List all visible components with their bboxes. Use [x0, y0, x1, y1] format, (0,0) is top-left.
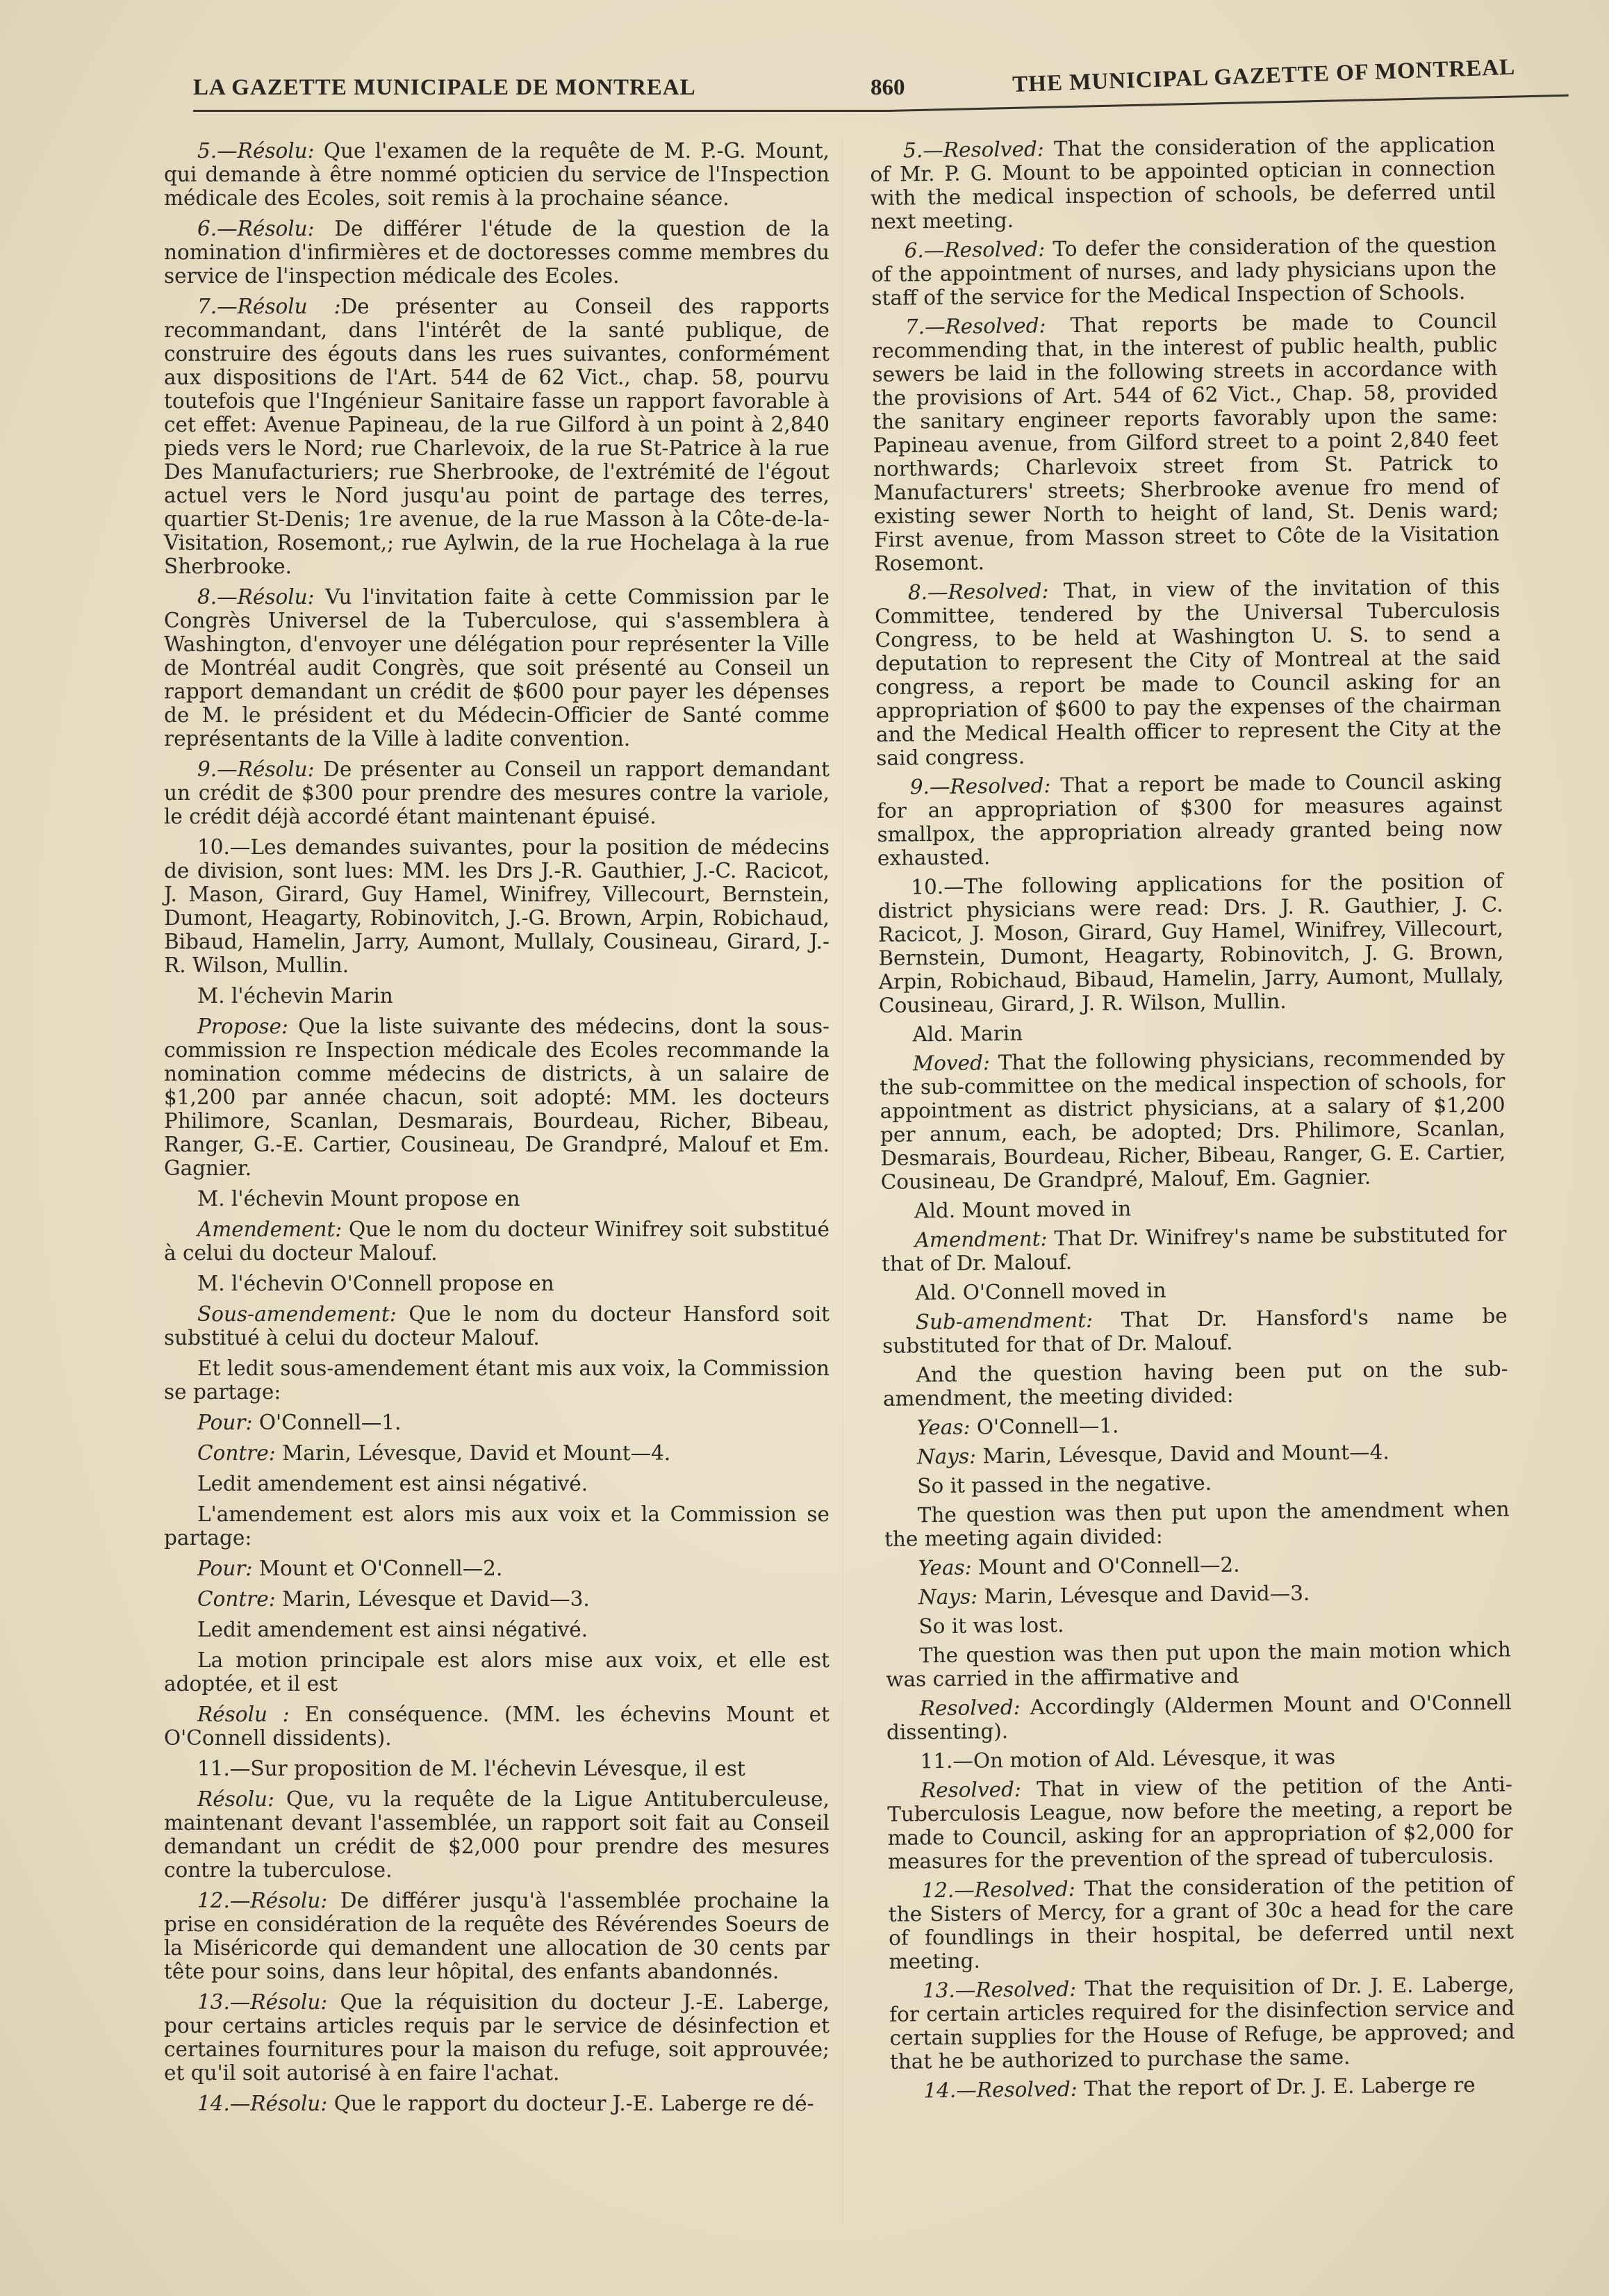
english-paragraph-text: That the consideration of the application of Mr. P. G. Mount to be appointed optician in connection with the medical inspection of schools, be deferred until next meeting.	[870, 132, 1496, 233]
french-paragraph	[164, 1411, 830, 1434]
english-paragraph	[882, 1274, 1507, 1304]
english-paragraph-text: The question was then put upon the amendment when the meeting again divided:	[884, 1497, 1510, 1551]
french-paragraph-text: Vu l'invitation faite à cette Commission par le Congrès Universel de la Tuberculose, qui s'assemblera à Washington, d'envoyer une délégation pour représenter la Ville de Montréal audit Congrès, que soit présenté au Conseil un rapport demandant un crédit de $600 pour payer les dépenses de M. le président et du Médecin-Officier de Santé comme représentants de la Ville à ladite convention.	[164, 585, 830, 751]
french-paragraph	[164, 1889, 830, 1983]
french-paragraph-label: 9.—Résolu:	[197, 757, 315, 781]
french-paragraph	[164, 1217, 830, 1265]
english-paragraph-text: O'Connell—1.	[970, 1413, 1119, 1439]
english-paragraph-text: Mount and O'Connell—2.	[971, 1552, 1240, 1580]
french-paragraph-label: Pour:	[197, 1557, 253, 1580]
french-paragraph-text: Que le nom du docteur Hansford soit substitué à celui du docteur Malouf.	[164, 1302, 830, 1350]
english-paragraph-text: That, in view of the invitation of this Committee, tendered by the Universal Tuberculosis Congress, to be held at Washington U. S. to send a deputation to represent the City of Montreal at the said congress, a report be made to Council asking for an appropriation of $600 to pay the expenses of the chairman and the Medical Health officer to represent the City at the said congress.	[875, 574, 1502, 770]
french-paragraph-label: Contre:	[197, 1441, 276, 1465]
french-paragraph	[164, 1472, 830, 1495]
french-paragraph-label: 6.—Résolu:	[197, 217, 315, 240]
french-paragraph	[164, 1015, 830, 1180]
english-paragraph-label: Amendment:	[914, 1227, 1048, 1252]
english-paragraph	[884, 1468, 1509, 1498]
french-paragraph	[164, 1587, 830, 1611]
english-paragraph	[877, 769, 1503, 870]
french-paragraph	[164, 984, 830, 1008]
english-paragraph-label: Nays:	[918, 1584, 978, 1609]
french-paragraph	[164, 585, 830, 751]
french-paragraph-text: O'Connell—1.	[252, 1411, 402, 1434]
french-paragraph-text: Que l'examen de la requête de M. P.-G. Mount, qui demande à être nommé opticien du service de l'Inspection médicale des Ecoles, soit remis à la prochaine séance.	[164, 139, 830, 210]
english-paragraph	[872, 309, 1500, 575]
english-paragraph-label: 6.—Resolved:	[904, 237, 1046, 263]
french-paragraph-label: Propose:	[197, 1015, 288, 1038]
english-paragraph	[877, 869, 1504, 1017]
header-english-title: THE MUNICIPAL GAZETTE OF MONTREAL	[1012, 54, 1516, 98]
english-paragraph-text: That reports be made to Council recommending that, in the interest of public health, public sewers be laid in the following streets in accordance with the provisions of Art. 544 of 62 Vict., Chap. 58, provided the sanitary engineer reports favorably upon the same: Papineau avenue, from Gilford street to a point 2,840 feet northwards; Charlevoix street from St. Patrick to Manufacturers' streets; Sherbrooke avenue fro mend of existing sewer North to height of land, St. Denis ward; First avenue, from Masson street to Côte de la Visitation Rosemont.	[872, 309, 1500, 575]
english-paragraph-label: 5.—Resolved:	[902, 137, 1044, 163]
english-paragraph	[885, 1579, 1510, 1609]
english-paragraph-label: Yeas:	[916, 1415, 971, 1440]
french-paragraph	[164, 139, 830, 210]
english-paragraph	[886, 1743, 1512, 1773]
french-paragraph-text: 10.—Les demandes suivantes, pour la position de médecins de division, sont lues: MM. les Drs J.-R. Gauthier, J.-C. Racicot, J. Mason, Girard, Guy Hamel, Winifrey, Villecourt, Bernstein, Dumont, Heagarty, Robinovitch, J.-G. Brown, Arpin, Robichaud, Bibaud, Hamelin, Jarry, Aumont, Mullaly, Cousineau, Girard, J.-R. Wilson, Mullin.	[164, 835, 830, 977]
english-paragraph-text: Marin, Lévesque and David—3.	[977, 1581, 1310, 1609]
english-paragraph	[884, 1438, 1509, 1468]
english-paragraph-label: 7.—Resolved:	[905, 313, 1046, 339]
french-paragraph	[164, 1502, 830, 1550]
english-paragraph-label: 12.—Resolved:	[921, 1877, 1075, 1903]
english-paragraph-text: That the following physicians, recommended by the sub-committee on the medical inspection of schools, for appointment as district physicians, at a salary of $1,200 per annum, each, be adopted; Drs. Philimore, Scanlan, Desmarais, Bourdeau, Richer, Bibeau, Ranger, G. E. Cartier, Cousineau, De Grandpré, Malouf, Em. Gagnier.	[880, 1045, 1506, 1194]
english-column	[870, 133, 1516, 2108]
french-paragraph-text: Que la liste suivante des médecins, dont la sous-commission re Inspection médicale des Ecoles recommande la nomination comme médecins de districts, à un salaire de $1,200 par année chacun, soit adopté: MM. les docteurs Philimore, Scanlan, Desmarais, Bourdeau, Richer, Bibeau, Ranger, G.-E. Cartier, Cousineau, De Grandpré, Malouf et Em. Gagnier.	[164, 1015, 830, 1180]
english-paragraph-text: That Dr. Winifrey's name be substituted for that of Dr. Malouf.	[881, 1222, 1507, 1276]
french-paragraph-label: Résolu :	[197, 1703, 290, 1726]
french-paragraph	[164, 1618, 830, 1641]
english-paragraph-text: That a report be made to Council asking for an appropriation of $300 for measures against smallpox, the appropriation already granted being now exhausted.	[876, 769, 1503, 870]
header-rule-left	[193, 110, 888, 112]
english-paragraph-text: That the consideration of the petition of the Sisters of Mercy, for a grant of 30c a head for the care of foundlings in their hospital, be deferred until next meeting.	[888, 1872, 1515, 1974]
french-paragraph	[164, 1187, 830, 1211]
english-paragraph	[870, 133, 1496, 233]
english-paragraph-label: 9.—Resolved:	[909, 773, 1051, 799]
english-paragraph	[882, 1356, 1508, 1410]
french-paragraph	[164, 2092, 830, 2115]
french-paragraph-label: 13.—Résolu:	[197, 1990, 328, 2014]
english-paragraph	[884, 1550, 1510, 1580]
french-paragraph-label: 7.—Résolu :	[197, 295, 341, 318]
french-paragraph	[164, 835, 830, 977]
english-paragraph-label: 14.—Resolved:	[923, 2077, 1078, 2103]
english-paragraph	[890, 2072, 1515, 2102]
french-paragraph-text: Mount et O'Connell—2.	[252, 1557, 503, 1580]
french-paragraph-text: Marin, Lévesque et David—3.	[275, 1587, 590, 1611]
french-paragraph-text: L'amendement est alors mis aux voix et la Commission se partage:	[164, 1502, 830, 1550]
column-gutter	[842, 139, 843, 2224]
french-column	[164, 139, 830, 2122]
french-paragraph	[164, 1356, 830, 1404]
english-paragraph-text: 11.—On motion of Ald. Lévesque, it was	[920, 1745, 1336, 1773]
page-number: 860	[870, 75, 905, 100]
french-paragraph-label: 5.—Résolu:	[197, 139, 315, 163]
page-header	[193, 54, 1555, 125]
english-paragraph	[888, 1872, 1514, 1973]
english-paragraph-label: Resolved:	[919, 1695, 1021, 1721]
english-paragraph	[879, 1017, 1504, 1047]
french-paragraph-text: En conséquence. (MM. les échevins Mount et O'Connell dissidents).	[164, 1703, 830, 1750]
french-paragraph-text: Et ledit sous-amendement étant mis aux voix, la Commission se partage:	[164, 1356, 830, 1404]
english-paragraph-text: Accordingly (Aldermen Mount and O'Connell dissenting).	[886, 1690, 1512, 1744]
french-paragraph	[164, 1648, 830, 1696]
french-paragraph	[164, 1757, 830, 1780]
french-paragraph-text: Que la réquisition du docteur J.-E. Laberge, pour certains articles requis par le service de désinfection et certaines fournitures pour la maison du refuge, soit approuvée; et qu'il soit autorisé à en faire l'achat.	[164, 1990, 830, 2085]
english-paragraph-label: 13.—Resolved:	[922, 1977, 1077, 2003]
french-paragraph	[164, 217, 830, 288]
french-paragraph	[164, 1272, 830, 1295]
french-paragraph	[164, 1557, 830, 1580]
english-paragraph	[881, 1192, 1506, 1222]
english-paragraph	[885, 1608, 1510, 1638]
header-french-title: LA GAZETTE MUNICIPALE DE MONTREAL	[193, 75, 696, 100]
french-paragraph-text: De différer l'étude de la question de la nomination d'infirmières et de doctoresses comme membres du service de l'inspection médicale des Ecoles.	[164, 217, 830, 288]
english-paragraph-label: Yeas:	[918, 1555, 972, 1580]
french-paragraph-label: Amendement:	[197, 1217, 343, 1241]
french-paragraph-text: De différer jusqu'à l'assemblée prochaine la prise en considération de la requête des Révérendes Soeurs de la Miséricorde qui demandent une allocation de 30 cents par tête pour soins, dans leur hôpital, des enfants abandonnés.	[164, 1889, 830, 1983]
french-paragraph-label: 14.—Résolu:	[197, 2092, 328, 2115]
french-paragraph-text: Ledit amendement est ainsi négativé.	[197, 1618, 588, 1641]
english-paragraph-text: Ald. O'Connell moved in	[915, 1278, 1166, 1305]
french-paragraph-text: M. l'échevin O'Connell propose en	[197, 1272, 554, 1295]
english-paragraph-text: To defer the consideration of the question of the appointment of nurses, and lady physicians upon the staff of the service for the Medical Inspection of Schools.	[870, 232, 1497, 310]
french-paragraph-label: Contre:	[197, 1587, 276, 1611]
french-paragraph	[164, 1990, 830, 2085]
french-paragraph-label: Pour:	[197, 1411, 253, 1434]
english-paragraph	[886, 1690, 1512, 1744]
english-paragraph-label: Resolved:	[920, 1777, 1022, 1803]
french-paragraph	[164, 1302, 830, 1350]
english-paragraph-label: Moved:	[912, 1051, 991, 1076]
french-paragraph-label: 8.—Résolu:	[197, 585, 315, 609]
french-paragraph-text: Que, vu la requête de la Ligue Antituberculeuse, maintenant devant l'assemblée, un rapport soit fait au Conseil demandant un crédit de $2,000 pour prendre des mesures contre la tuberculose.	[164, 1787, 830, 1882]
french-paragraph-label: 12.—Résolu:	[197, 1889, 328, 1912]
english-paragraph	[880, 1046, 1506, 1194]
french-paragraph-text: Marin, Lévesque, David et Mount—4.	[275, 1441, 671, 1465]
english-paragraph	[889, 1972, 1515, 2073]
english-paragraph-text: 10.—The following applications for the position of district physicians were read: Drs. J. R. Gauthier, J. C. Racicot, J. Moson, Girard, Guy Hamel, Winifrey, Villecourt, Bernstein, Dumont, Heagarty, Robinovitch, J. G. Brown, Arpin, Robichaud, Bibaud, Hamelin, Jarry, Aumont, Mullaly, Cousineau, Girard, J. R. Wilson, Mullin.	[877, 869, 1504, 1017]
english-paragraph	[886, 1637, 1512, 1691]
french-paragraph-text: Que le nom du docteur Winifrey soit substitué à celui du docteur Malouf.	[164, 1217, 830, 1265]
english-paragraph-text: Marin, Lévesque, David and Mount—4.	[975, 1440, 1389, 1468]
english-paragraph	[884, 1497, 1510, 1550]
english-paragraph-label: Nays:	[916, 1444, 977, 1469]
french-paragraph-text: De présenter au Conseil un rapport demandant un crédit de $300 pour prendre des mesures contre la variole, le crédit déjà accordé étant maintenant épuisé.	[164, 757, 830, 828]
english-paragraph-text: That the report of Dr. J. E. Laberge re	[1077, 2073, 1476, 2101]
english-paragraph-text: Ald. Marin	[912, 1021, 1023, 1047]
english-paragraph-text: That Dr. Hansford's name be substituted for that of Dr. Malouf.	[882, 1304, 1508, 1358]
english-paragraph-text: That in view of the petition of the Anti-Tuberculosis League, now before the meeting, a report be made to Council, asking for an appropriation of $2,000 for measures for the prevention of the spread of tuberculosis.	[887, 1772, 1513, 1873]
english-paragraph-text: Ald. Mount moved in	[914, 1197, 1132, 1223]
french-paragraph	[164, 757, 830, 828]
english-paragraph	[883, 1409, 1508, 1439]
french-paragraph-text: 11.—Sur proposition de M. l'échevin Lévesque, il est	[197, 1757, 745, 1780]
english-paragraph	[871, 233, 1497, 310]
french-paragraph	[164, 1787, 830, 1882]
french-paragraph-label: Sous-amendement:	[197, 1302, 397, 1326]
french-paragraph-text: La motion principale est alors mise aux voix, et elle est adoptée, et il est	[164, 1648, 830, 1696]
english-paragraph	[881, 1222, 1507, 1275]
english-paragraph	[875, 575, 1502, 770]
french-paragraph-label: Résolu:	[197, 1787, 274, 1811]
french-paragraph	[164, 1441, 830, 1465]
english-paragraph-text: So it passed in the negative.	[917, 1470, 1212, 1498]
english-paragraph-text: That the requisition of Dr. J. E. Laberge, for certain articles required for the disinfection service and certain supplies for the House of Refuge, be approved; and that he be authorized to purchase the same.	[889, 1972, 1515, 2074]
french-paragraph-text: Que le rapport du docteur J.-E. Laberge re dé-	[327, 2092, 814, 2115]
english-paragraph	[882, 1304, 1508, 1357]
french-paragraph-text: M. l'échevin Marin	[197, 984, 393, 1008]
english-paragraph-text: So it was lost.	[918, 1613, 1064, 1639]
french-paragraph-text: M. l'échevin Mount propose en	[197, 1187, 520, 1211]
english-paragraph-label: 8.—Resolved:	[907, 579, 1049, 605]
english-paragraph-text: The question was then put upon the main motion which was carried in the affirmative and	[886, 1637, 1511, 1691]
french-paragraph-text: Ledit amendement est ainsi négativé.	[197, 1472, 588, 1495]
english-paragraph-label: Sub-amendment:	[915, 1308, 1094, 1334]
english-paragraph-text: And the question having been put on the sub-amendment, the meeting divided:	[882, 1356, 1508, 1411]
french-paragraph	[164, 295, 830, 578]
french-paragraph	[164, 1703, 830, 1750]
english-paragraph	[887, 1772, 1513, 1873]
french-paragraph-text: De présenter au Conseil des rapports recommandant, dans l'intérêt de la santé publique, de construire des égouts dans les rues suivantes, conformément aux dispositions de l'Art. 544 de 62 Vict., chap. 58, pourvu toutefois que l'Ingénieur Sanitaire fasse un rapport favorable à cet effet: Avenue Papineau, de la rue Gilford à un point à 2,840 pieds vers le Nord; rue Charlevoix, de la rue St-Patrice à la rue Des Manufacturiers; rue Sherbrooke, de l'extrémité de l'égout actuel vers le Nord jusqu'au point de partage des terres, quartier St-Denis; 1re avenue, de la rue Masson à la Côte-de-la-Visitation, Rosemont,; rue Aylwin, de la rue Hochelaga à la rue Sherbrooke.	[164, 295, 830, 578]
